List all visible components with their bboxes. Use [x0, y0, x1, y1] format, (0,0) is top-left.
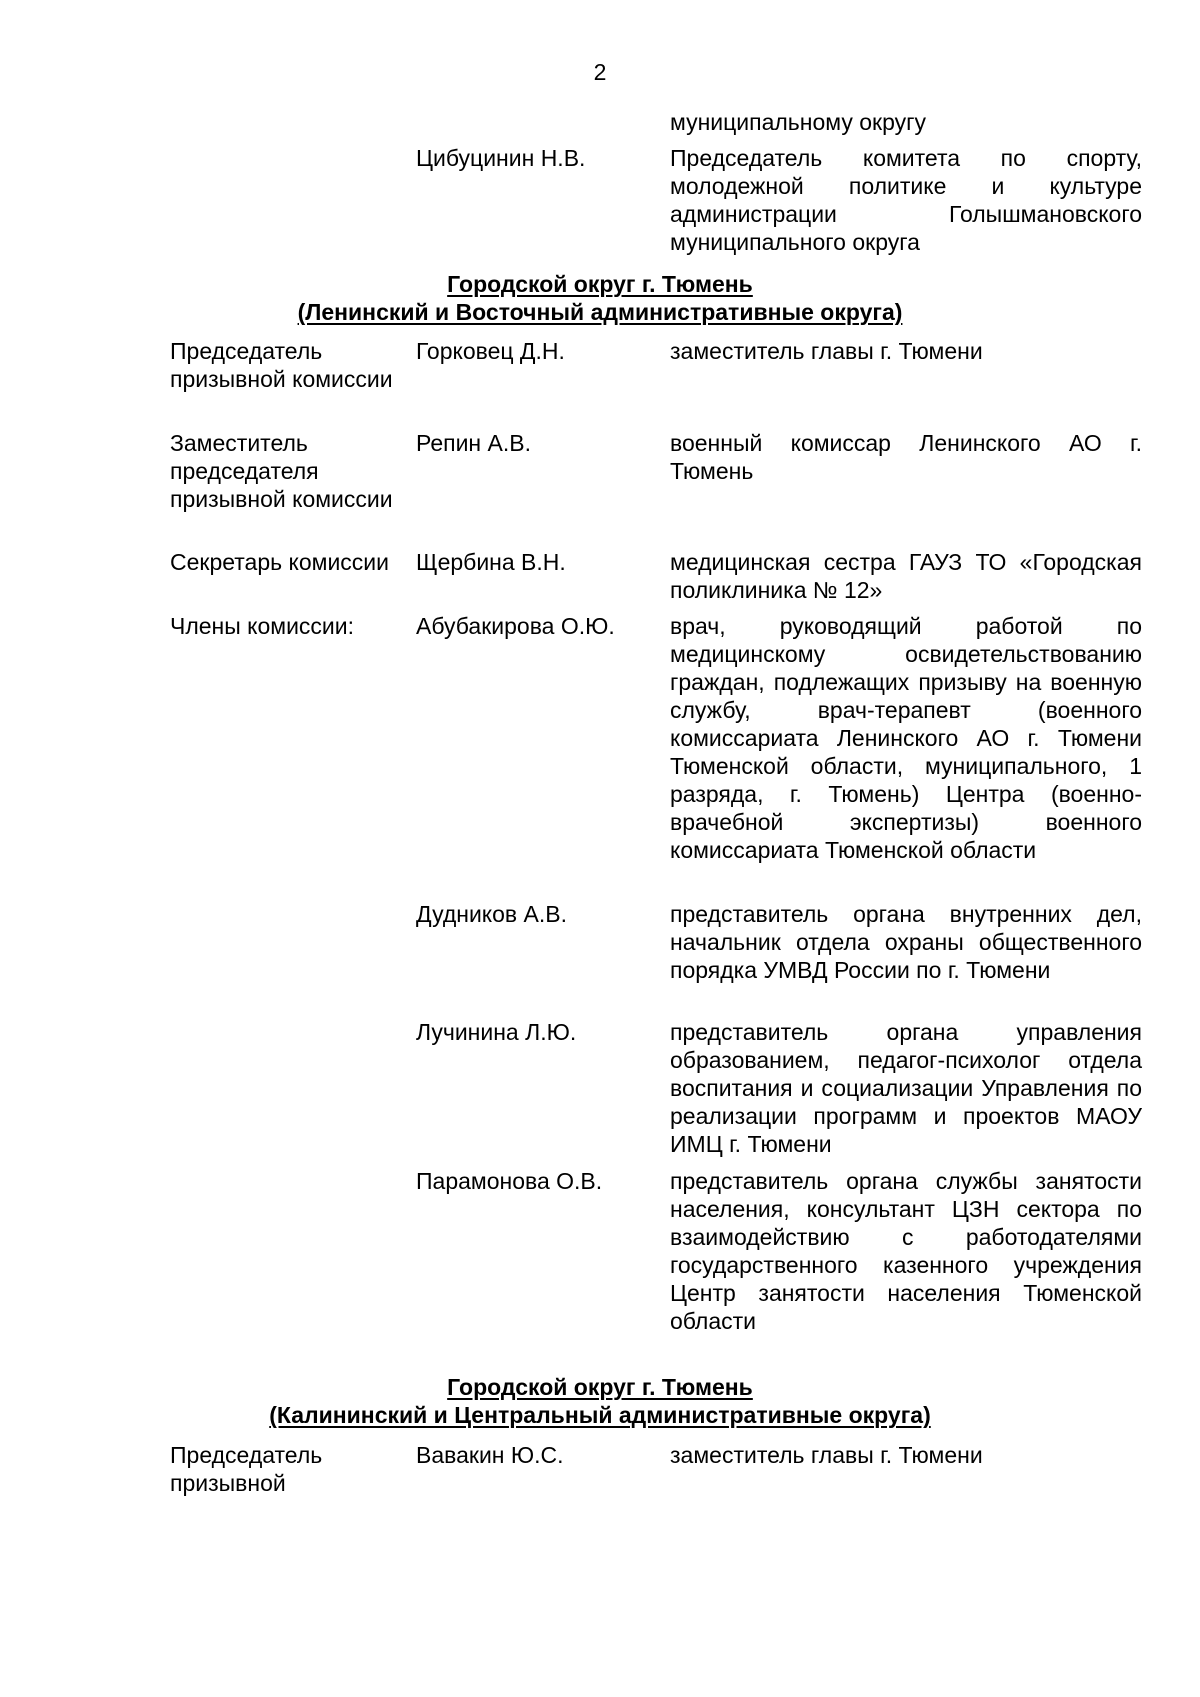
commission-desc: представитель органа внутренних дел, начальник отдела охраны общественного порядка УМВД России по г. Тюмени	[670, 901, 1142, 983]
commission-name: Вавакин Ю.С.	[416, 1442, 564, 1468]
commission-name: Щербина В.Н.	[416, 549, 566, 575]
commission-role: Председатель призывной комиссии	[170, 338, 393, 392]
commission-desc: представитель органа службы занятости населения, консультант ЦЗН сектора по взаимодействию с работодателями государственного казенного учреждения Центр занятости населения Тюменской области	[670, 1168, 1142, 1334]
continuation-desc-tail: муниципальному округу	[670, 109, 927, 135]
member-name: Цибуцинин Н.В.	[416, 145, 586, 171]
page-number: 2	[593, 59, 607, 85]
commission-name: Парамонова О.В.	[416, 1168, 603, 1194]
commission-name: Репин А.В.	[416, 430, 531, 456]
commission-name: Горковец Д.Н.	[416, 338, 565, 364]
section2-title-line2: (Калининский и Центральный административные округа)	[269, 1402, 931, 1428]
commission-desc: заместитель главы г. Тюмени	[670, 338, 983, 364]
section1-title-line1: Городской округ г. Тюмень	[447, 271, 753, 297]
section1-title-line2: (Ленинский и Восточный административные округа)	[297, 299, 903, 325]
commission-desc: представитель органа управления образованием, педагог-психолог отдела воспитания и социализации Управления по реализации программ и проектов МАОУ ИМЦ г. Тюмени	[670, 1019, 1142, 1157]
commission-name: Лучинина Л.Ю.	[416, 1019, 577, 1045]
commission-desc: заместитель главы г. Тюмени	[670, 1442, 983, 1468]
commission-name: Дудников А.В.	[416, 901, 567, 927]
commission-role: Секретарь комиссии	[170, 549, 389, 575]
commission-desc: военный комиссар Ленинского АО г. Тюмень	[670, 430, 1142, 484]
member-desc: Председатель комитета по спорту, молодежной политике и культуре администрации Голышмановского муниципального округа	[670, 145, 1142, 255]
commission-role: Члены комиссии:	[170, 613, 355, 639]
commission-desc: врач, руководящий работой по медицинскому освидетельствованию граждан, подлежащих призыву на военную службу, врач-терапевт (военного комиссариата Ленинского АО г. Тюмени Тюменской области, муниципального, 1 разряда, г. Тюмень) Центра (военно-врачебной экспертизы) военного комиссариата Тюменской области	[670, 613, 1142, 863]
commission-role: Председатель призывной	[170, 1442, 323, 1496]
commission-desc: медицинская сестра ГАУЗ ТО «Городская поликлиника № 12»	[670, 549, 1142, 603]
commission-name: Абубакирова О.Ю.	[416, 613, 615, 639]
section2-title-line1: Городской округ г. Тюмень	[447, 1374, 753, 1400]
commission-role: Заместитель председателя призывной комиссии	[170, 430, 393, 512]
